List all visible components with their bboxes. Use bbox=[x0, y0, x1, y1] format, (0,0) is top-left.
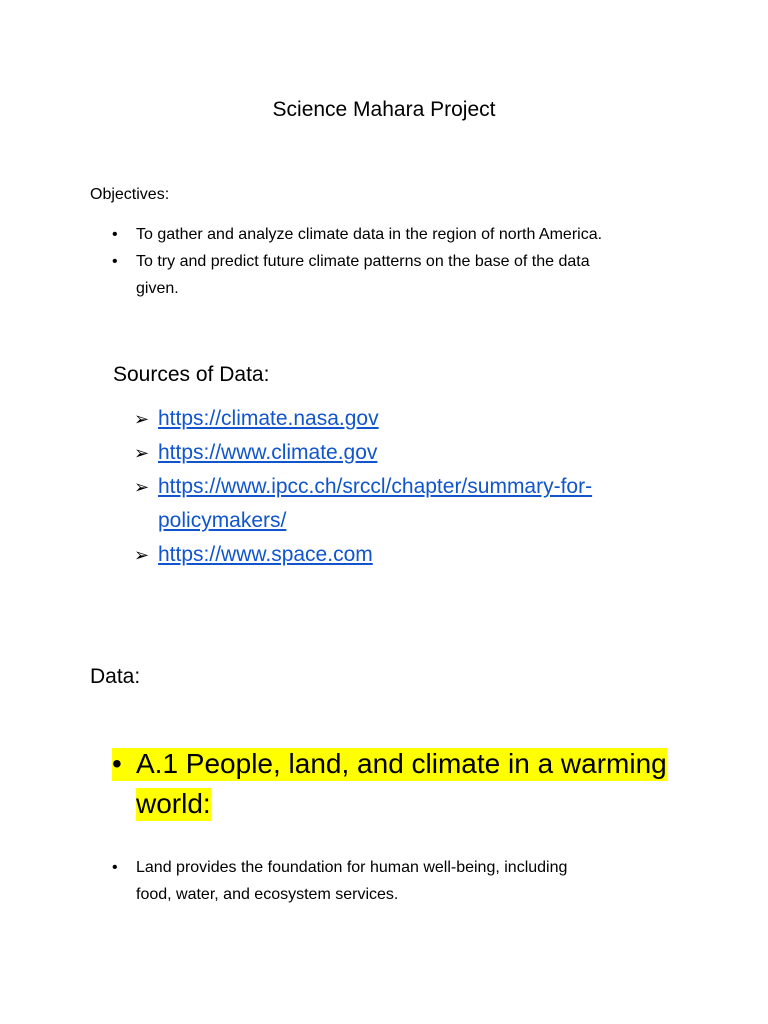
objective-text: To try and predict future climate patterns on the base of the data bbox=[136, 253, 590, 270]
highlight bbox=[136, 788, 211, 821]
bullet-icon: • bbox=[112, 253, 118, 270]
bullet-icon: • bbox=[112, 226, 118, 243]
list-item bbox=[112, 854, 567, 908]
list-item bbox=[134, 402, 592, 436]
source-link-space[interactable]: https://www.space.com bbox=[158, 543, 373, 566]
objectives-label: Objectives: bbox=[90, 186, 170, 203]
arrow-bullet-icon: ➢ bbox=[134, 477, 150, 497]
page-title: Science Mahara Project bbox=[272, 98, 496, 121]
point-text: Land provides the foundation for human well-being, including bbox=[136, 859, 568, 876]
sources-label: Sources of Data: bbox=[113, 363, 270, 386]
source-link-ipcc[interactable]: https://www.ipcc.ch/srccl/chapter/summary-for- bbox=[158, 475, 593, 498]
source-link-nasa[interactable]: https://climate.nasa.gov bbox=[158, 407, 379, 430]
section-heading-text-continued: world: bbox=[136, 788, 211, 819]
section-points-list bbox=[112, 854, 567, 908]
list-item bbox=[134, 436, 592, 470]
list-item bbox=[112, 221, 602, 248]
bullet-icon: • bbox=[112, 748, 122, 779]
section-heading-line bbox=[112, 784, 667, 824]
list-item bbox=[134, 538, 592, 572]
section-heading bbox=[112, 744, 667, 824]
section-heading-line bbox=[112, 744, 667, 784]
point-text-continued: food, water, and ecosystem services. bbox=[136, 886, 399, 903]
arrow-bullet-icon: ➢ bbox=[134, 545, 150, 565]
section-heading-text: A.1 People, land, and climate in a warming bbox=[136, 748, 667, 779]
sources-list bbox=[134, 402, 592, 572]
highlight bbox=[112, 748, 667, 781]
arrow-bullet-icon: ➢ bbox=[134, 409, 150, 429]
source-link-climate-gov[interactable]: https://www.climate.gov bbox=[158, 441, 378, 464]
objective-text: To gather and analyze climate data in the region of north America. bbox=[136, 226, 603, 243]
source-link-ipcc-continued[interactable]: policymakers/ bbox=[158, 509, 287, 532]
data-label: Data: bbox=[90, 665, 141, 688]
arrow-bullet-icon: ➢ bbox=[134, 443, 150, 463]
list-item bbox=[112, 248, 602, 302]
list-item bbox=[134, 470, 592, 538]
objective-text-continued: given. bbox=[136, 280, 179, 297]
objectives-list bbox=[112, 221, 602, 302]
bullet-icon: • bbox=[112, 859, 118, 876]
